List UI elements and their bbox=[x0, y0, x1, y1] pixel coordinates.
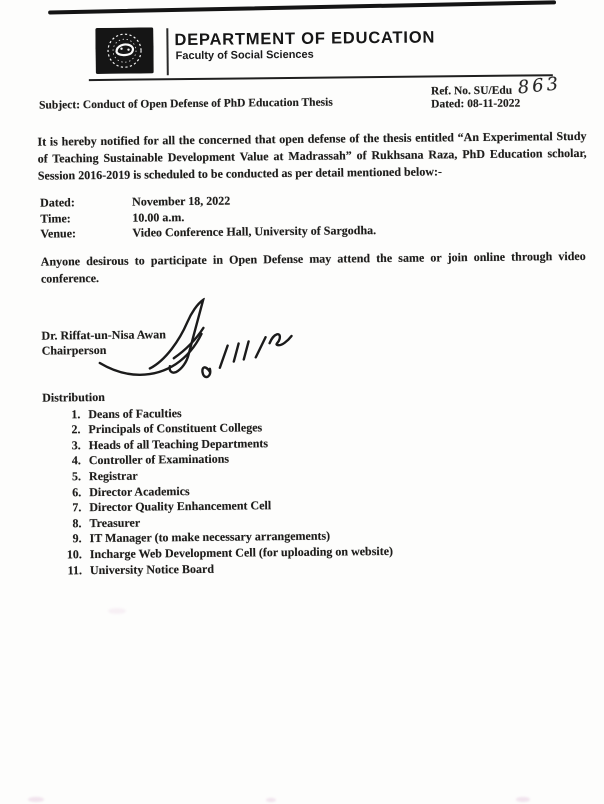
list-item bbox=[44, 559, 393, 578]
item-number: 10. bbox=[66, 547, 82, 562]
ref-number-handwritten: 863 bbox=[516, 73, 562, 99]
schedule-details bbox=[40, 192, 376, 242]
item-label: Incharge Web Development Cell (for uploading on website) bbox=[89, 543, 394, 562]
detail-value: 10.00 a.m. bbox=[132, 209, 185, 225]
item-number: 5. bbox=[71, 469, 82, 484]
item-label: Heads of all Teaching Departments bbox=[88, 435, 269, 452]
item-label: Director Quality Enhancement Cell bbox=[89, 498, 272, 515]
org-subtitle: Faculty of Social Sciences bbox=[175, 48, 314, 63]
reference-block bbox=[430, 73, 562, 111]
detail-value: November 18, 2022 bbox=[132, 193, 231, 209]
handwritten-signature-icon bbox=[91, 297, 294, 391]
item-number: 7. bbox=[72, 500, 82, 515]
signatory-name: Dr. Riffat-un-Nisa Awan bbox=[41, 327, 166, 343]
university-seal-icon bbox=[95, 27, 153, 74]
item-label: Registrar bbox=[88, 468, 138, 484]
item-label: Treasurer bbox=[89, 515, 141, 530]
item-label: Principals of Constituent Colleges bbox=[88, 420, 263, 437]
header-divider bbox=[166, 28, 168, 75]
item-number: 3. bbox=[71, 437, 81, 453]
item-number: 6. bbox=[72, 484, 82, 499]
item-number: 1. bbox=[71, 406, 81, 421]
detail-value: Video Conference Hall, University of Sargodha. bbox=[132, 223, 377, 240]
scan-edge-line bbox=[48, 0, 556, 14]
header-rule bbox=[89, 74, 553, 81]
item-label: Director Academics bbox=[89, 483, 190, 499]
body-paragraph-2: Anyone desirous to participate in Open Defense may attend the same or join online through video conference. bbox=[40, 248, 586, 286]
item-label: Controller of Examinations bbox=[88, 452, 230, 468]
ref-label: Ref. No. SU/Edu bbox=[430, 84, 513, 98]
item-label: IT Manager (to make necessary arrangements) bbox=[89, 528, 331, 546]
ref-number-line bbox=[430, 73, 562, 99]
item-label: Deans of Faculties bbox=[88, 405, 182, 421]
body-paragraph-1: It is hereby notified for all the concerned that open defense of the thesis entitled “An Experimental Study of Teaching Sustainable Development Value at Madrassah” of Rukhsana Raza, PhD Education scholar, Session 2016-2019 is scheduled to be conducted as per detail mentioned below:- bbox=[37, 128, 587, 183]
detail-label: Venue: bbox=[40, 226, 77, 241]
detail-label: Time: bbox=[40, 210, 71, 226]
detail-label: Dated: bbox=[40, 195, 75, 210]
item-number: 11. bbox=[67, 562, 83, 577]
org-title: DEPARTMENT OF EDUCATION bbox=[174, 28, 436, 50]
distribution-list bbox=[42, 387, 393, 579]
distribution-heading: Distribution bbox=[42, 389, 105, 405]
ref-date-line: Dated: 08-11-2022 bbox=[431, 97, 521, 111]
subject-line: Subject: Conduct of Open Defense of PhD Education Thesis bbox=[39, 96, 333, 112]
detail-row-venue bbox=[40, 223, 376, 242]
item-number: 2. bbox=[71, 422, 81, 437]
item-number: 9. bbox=[72, 531, 82, 546]
item-label: University Notice Board bbox=[89, 561, 215, 577]
signatory-title: Chairperson bbox=[41, 342, 107, 358]
item-number: 8. bbox=[72, 515, 82, 531]
item-number: 4. bbox=[71, 453, 81, 468]
